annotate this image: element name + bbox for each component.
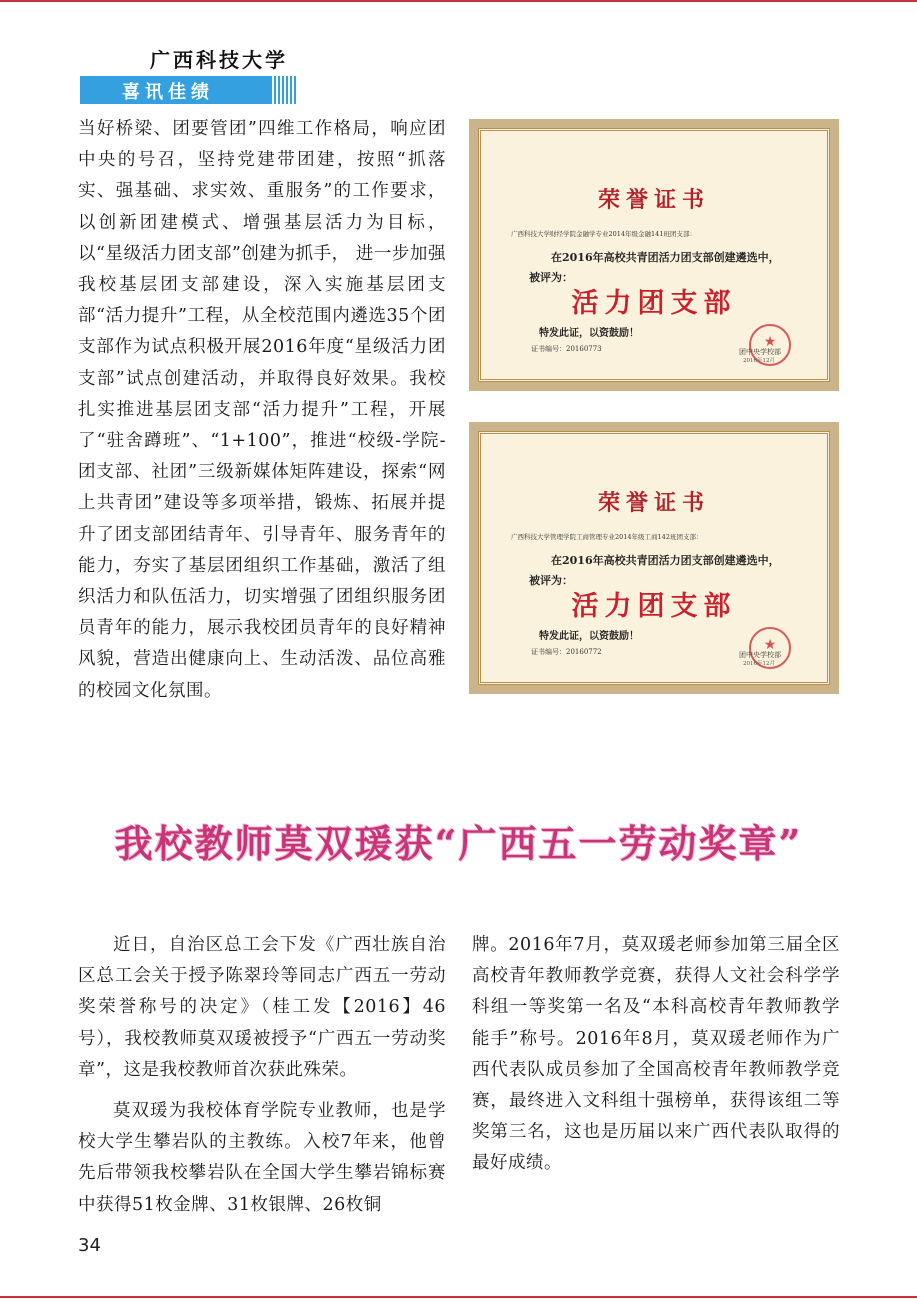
certificate-title: 荣誉证书 (597, 187, 710, 213)
certificate-special-note: 特发此证，以资鼓励！ (539, 328, 639, 339)
top-rule (0, 0, 917, 2)
certificate-date: 2016年12月 (743, 661, 775, 667)
certificate-special-note: 特发此证，以资鼓励！ (539, 631, 639, 642)
column1-text: 当好桥梁、团要管团”四维工作格局，响应团中央的号召，坚持党建带团建，按照“抓落实、强基础、求实效、重服务”的工作要求，以创新团建模式、增强基层活力为目标，以“星级活力团支部”创建为抓手， 进一步加强我校基层团支部建设，深入实施基层团支部“活力提升”工程，从全校范围内遴选35个团支部作为试点积极开展2016年度“星级活力团支部”试点创建活动，并取得良好效果。我校扎实推进基层团支部“活力提升”工程，开展了“驻舍蹲班”、“1+100”，推进“校级-学院-团支部、社团”三级新媒体矩阵建设，探索“网上共青团”建设等多项举措，锻炼、拓展并提升了团支部团结青年、引导青年、服务青年的能力，夯实了基层团组织工作基础，激活了组织活力和队伍活力，切实增强了团组织服务团员青年的能力，展示我校团员青年的良好精神风貌，营造出健康向上、生动活泼、品位高雅的校园文化氛围。 (78, 119, 446, 701)
certificate-recipient: 广西科技大学管理学院工商管理专业2014年级工商142班团支部： (511, 533, 703, 541)
bottom-rule (0, 1296, 917, 1298)
article-column-right (472, 930, 840, 1180)
certificate-occasion: 在2016年高校共青团活力团支部创建遴选中， (551, 251, 780, 264)
certificate-inner (478, 128, 830, 382)
article-column-left (78, 930, 446, 1221)
certificate-issuer: 团中央学校部 (739, 348, 781, 356)
certificate-recipient: 广西科技大学财经学院金融学专业2014年级金融141班团支部： (511, 230, 696, 238)
certificate-image-2 (469, 422, 839, 694)
seal-icon: ★ (749, 324, 791, 366)
certificate-appraised-label: 被评为： (529, 574, 573, 587)
certificate-number: 证书编号：20160773 (531, 345, 602, 353)
certificate-title: 荣誉证书 (597, 490, 710, 516)
article-paragraph: 牌。2016年7月，莫双瑗老师参加第三届全区高校青年教师教学竞赛，获得人文社会科学学科组一等奖第一名及“本科高校青年教师教学能手”称号。2016年8月，莫双瑗老师作为广西代表队成员参加了全国高校青年教师教学竞赛，最终进入文科组十强榜单，获得该组二等奖第三名，这也是历届以来广西代表队取得的最好成绩。 (472, 935, 840, 1174)
section-label: 喜讯佳绩 (122, 82, 214, 103)
certificate-award: 活力团支部 (571, 288, 737, 319)
section-banner-stripes (270, 76, 296, 104)
certificate-appraised-label: 被评为： (529, 271, 573, 284)
certificate-number: 证书编号：20160772 (531, 648, 602, 656)
certificate-occasion: 在2016年高校共青团活力团支部创建遴选中， (551, 554, 780, 567)
certificate-award: 活力团支部 (571, 591, 737, 622)
page-number: 34 (78, 1235, 101, 1256)
university-name: 广西科技大学 (150, 48, 288, 72)
article-headline: 我校教师莫双瑗获“广西五一劳动奖章” (114, 821, 803, 866)
seal-icon: ★ (749, 627, 791, 669)
certificate-image-1 (469, 119, 839, 391)
certificate-date: 2016年12月 (743, 358, 775, 364)
article-paragraph: 莫双瑗为我校体育学院专业教师，也是学校大学生攀岩队的主教练。入校7年来，他曾先后带领我校攀岩队在全国大学生攀岩锦标赛中获得51枚金牌、31枚银牌、26枚铜 (78, 1101, 446, 1215)
certificate-inner (478, 431, 830, 685)
certificate-issuer: 团中央学校部 (739, 651, 781, 659)
article-paragraph: 近日，自治区总工会下发《广西壮族自治区总工会关于授予陈翠玲等同志广西五一劳动奖荣誉称号的决定》（桂工发【2016】46号），我校教师莫双瑗被授予“广西五一劳动奖章”，这是我校教师首次获此殊荣。 (78, 935, 446, 1080)
